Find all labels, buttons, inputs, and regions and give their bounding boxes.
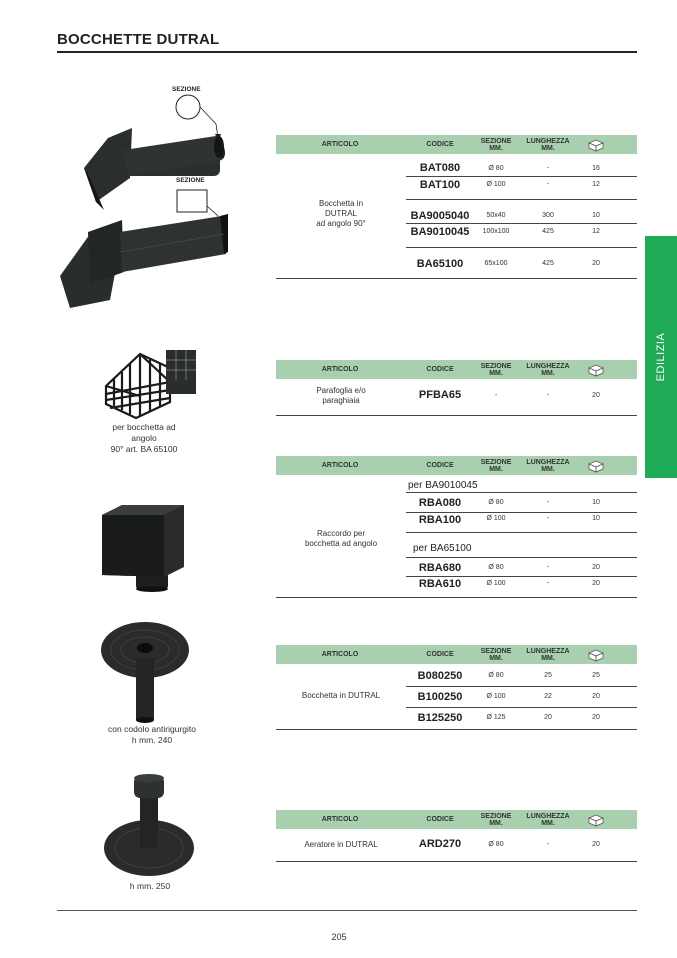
group-label: per BA9010045 xyxy=(408,480,478,491)
group-label: per BA65100 xyxy=(413,543,472,554)
qty-value: 20 xyxy=(592,693,600,700)
leaf-guard-caption xyxy=(111,422,178,455)
product-code: B080250 xyxy=(417,670,463,682)
aerator-caption xyxy=(130,881,170,892)
qty-value: 16 xyxy=(592,165,600,172)
box-icon xyxy=(585,456,607,475)
lunghezza-value: 425 xyxy=(542,260,554,267)
table-bottom-rule xyxy=(276,278,637,279)
col-lunghezza: LUNGHEZZA MM. xyxy=(526,812,570,827)
col-lunghezza: LUNGHEZZA MM. xyxy=(526,458,570,473)
caption-line: con codolo antirigurgito xyxy=(108,724,196,734)
row-divider xyxy=(406,247,637,248)
caption-line: 90° art. BA 65100 xyxy=(110,444,178,454)
section-side-tab[interactable] xyxy=(645,236,677,478)
lunghezza-value: - xyxy=(546,515,550,522)
product-code: B100250 xyxy=(417,691,463,703)
col-codice: CODICE xyxy=(426,651,454,658)
table-header xyxy=(276,360,637,379)
row-divider xyxy=(406,576,637,577)
lunghezza-value: - xyxy=(546,181,550,188)
qty-value: 10 xyxy=(592,499,600,506)
product-code: RBA100 xyxy=(418,514,462,526)
row-divider xyxy=(406,707,637,708)
product-code: BAT080 xyxy=(419,162,461,174)
table-articolo: Bocchetta in DUTRAL xyxy=(301,691,381,700)
qty-value: 20 xyxy=(592,392,600,399)
product-code: BA9005040 xyxy=(410,210,470,222)
col-codice: CODICE xyxy=(426,141,454,148)
col-lunghezza: LUNGHEZZA MM. xyxy=(526,362,570,377)
sezione-value: Ø 100 xyxy=(486,580,506,587)
title-divider xyxy=(57,51,637,53)
box-icon xyxy=(585,645,607,664)
row-divider xyxy=(406,492,637,493)
sezione-value: Ø 80 xyxy=(488,564,504,571)
row-divider xyxy=(406,199,637,200)
product-code: BA9010045 xyxy=(410,226,470,238)
col-lunghezza: LUNGHEZZA MM. xyxy=(526,647,570,662)
col-sezione: SEZIONE MM. xyxy=(480,647,512,662)
row-divider xyxy=(406,686,637,687)
col-articolo: ARTICOLO xyxy=(321,462,359,469)
table-header xyxy=(276,645,637,664)
lunghezza-value: - xyxy=(546,564,550,571)
row-divider xyxy=(406,176,637,177)
sezione-value: Ø 80 xyxy=(488,672,504,679)
col-codice: CODICE xyxy=(426,462,454,469)
row-divider xyxy=(406,557,637,558)
caption-line: per bocchetta ad xyxy=(112,422,176,432)
product-code: RBA680 xyxy=(418,562,462,574)
lunghezza-value: 425 xyxy=(542,228,554,235)
qty-value: 20 xyxy=(592,714,600,721)
qty-value: 20 xyxy=(592,580,600,587)
sezione-value: Ø 80 xyxy=(488,165,504,172)
table-articolo: Aeratore in DUTRAL xyxy=(304,840,378,849)
lunghezza-value: 25 xyxy=(544,672,552,679)
sezione-value: - xyxy=(494,392,498,399)
sezione-value: Ø 100 xyxy=(486,515,506,522)
col-articolo: ARTICOLO xyxy=(321,816,359,823)
qty-value: 10 xyxy=(592,515,600,522)
qty-value: 10 xyxy=(592,212,600,219)
table-header xyxy=(276,456,637,475)
lunghezza-value: 300 xyxy=(542,212,554,219)
col-sezione: SEZIONE MM. xyxy=(480,137,512,152)
col-articolo: ARTICOLO xyxy=(321,141,359,148)
table-bottom-rule xyxy=(276,729,637,730)
table-bottom-rule xyxy=(276,597,637,598)
qty-value: 12 xyxy=(592,181,600,188)
drain-outlet-caption xyxy=(108,724,196,746)
box-icon xyxy=(585,360,607,379)
lunghezza-value: 20 xyxy=(544,714,552,721)
row-divider xyxy=(406,532,637,533)
side-tab-label: EDILIZIA xyxy=(655,332,667,382)
sezione-round-label: SEZIONE xyxy=(172,86,201,93)
sezione-value: 50x40 xyxy=(486,212,506,219)
sezione-value: Ø 125 xyxy=(486,714,506,721)
lunghezza-value: - xyxy=(546,580,550,587)
table-bottom-rule xyxy=(276,861,637,862)
sezione-value: Ø 80 xyxy=(488,499,504,506)
sezione-value: Ø 100 xyxy=(486,181,506,188)
qty-value: 12 xyxy=(592,228,600,235)
col-articolo: ARTICOLO xyxy=(321,366,359,373)
row-divider xyxy=(406,223,637,224)
sezione-value: 65x100 xyxy=(484,260,508,267)
product-code: ARD270 xyxy=(418,838,462,850)
page-title: BOCCHETTE DUTRAL xyxy=(57,31,220,48)
footer-divider xyxy=(57,910,637,911)
product-code: RBA080 xyxy=(418,497,462,509)
caption-line: h mm. 240 xyxy=(131,735,173,745)
leaf-guard-image xyxy=(100,340,200,420)
product-code: RBA610 xyxy=(418,578,462,590)
sezione-square-label: SEZIONE xyxy=(176,177,205,184)
caption-line: angolo xyxy=(131,433,157,443)
row-divider xyxy=(406,512,637,513)
col-sezione: SEZIONE MM. xyxy=(480,458,512,473)
col-codice: CODICE xyxy=(426,816,454,823)
lunghezza-value: - xyxy=(546,841,550,848)
aerator-image xyxy=(102,774,196,878)
qty-value: 20 xyxy=(592,260,600,267)
product-code: B125250 xyxy=(417,712,463,724)
col-codice: CODICE xyxy=(426,366,454,373)
table-header xyxy=(276,810,637,829)
drain-outlet-image xyxy=(100,612,190,724)
qty-value: 20 xyxy=(592,841,600,848)
sezione-value: Ø 80 xyxy=(488,841,504,848)
square-elbow-outlet-image xyxy=(60,212,230,312)
col-sezione: SEZIONE MM. xyxy=(480,812,512,827)
product-code: BAT100 xyxy=(419,179,461,191)
qty-value: 25 xyxy=(592,672,600,679)
lunghezza-value: - xyxy=(546,499,550,506)
box-icon xyxy=(585,135,607,154)
table-articolo: Bocchetta in DUTRAL ad angolo 90° xyxy=(316,199,366,228)
lunghezza-value: - xyxy=(546,165,550,172)
table-articolo: Parafoglia e/o paraghiaia xyxy=(316,386,366,405)
col-sezione: SEZIONE MM. xyxy=(480,362,512,377)
sezione-value: 100x100 xyxy=(482,228,510,235)
table-header xyxy=(276,135,637,154)
sezione-value: Ø 100 xyxy=(486,693,506,700)
col-articolo: ARTICOLO xyxy=(321,651,359,658)
box-icon xyxy=(585,810,607,829)
connector-image xyxy=(102,505,187,593)
lunghezza-value: 22 xyxy=(544,693,552,700)
product-code: BA65100 xyxy=(416,258,464,270)
lunghezza-value: - xyxy=(546,392,550,399)
table-bottom-rule xyxy=(276,415,637,416)
col-lunghezza: LUNGHEZZA MM. xyxy=(526,137,570,152)
product-code: PFBA65 xyxy=(418,389,462,401)
page-number: 205 xyxy=(331,932,347,942)
qty-value: 20 xyxy=(592,564,600,571)
table-articolo: Raccordo per bocchetta ad angolo xyxy=(304,529,378,548)
caption-line: h mm. 250 xyxy=(129,881,171,891)
